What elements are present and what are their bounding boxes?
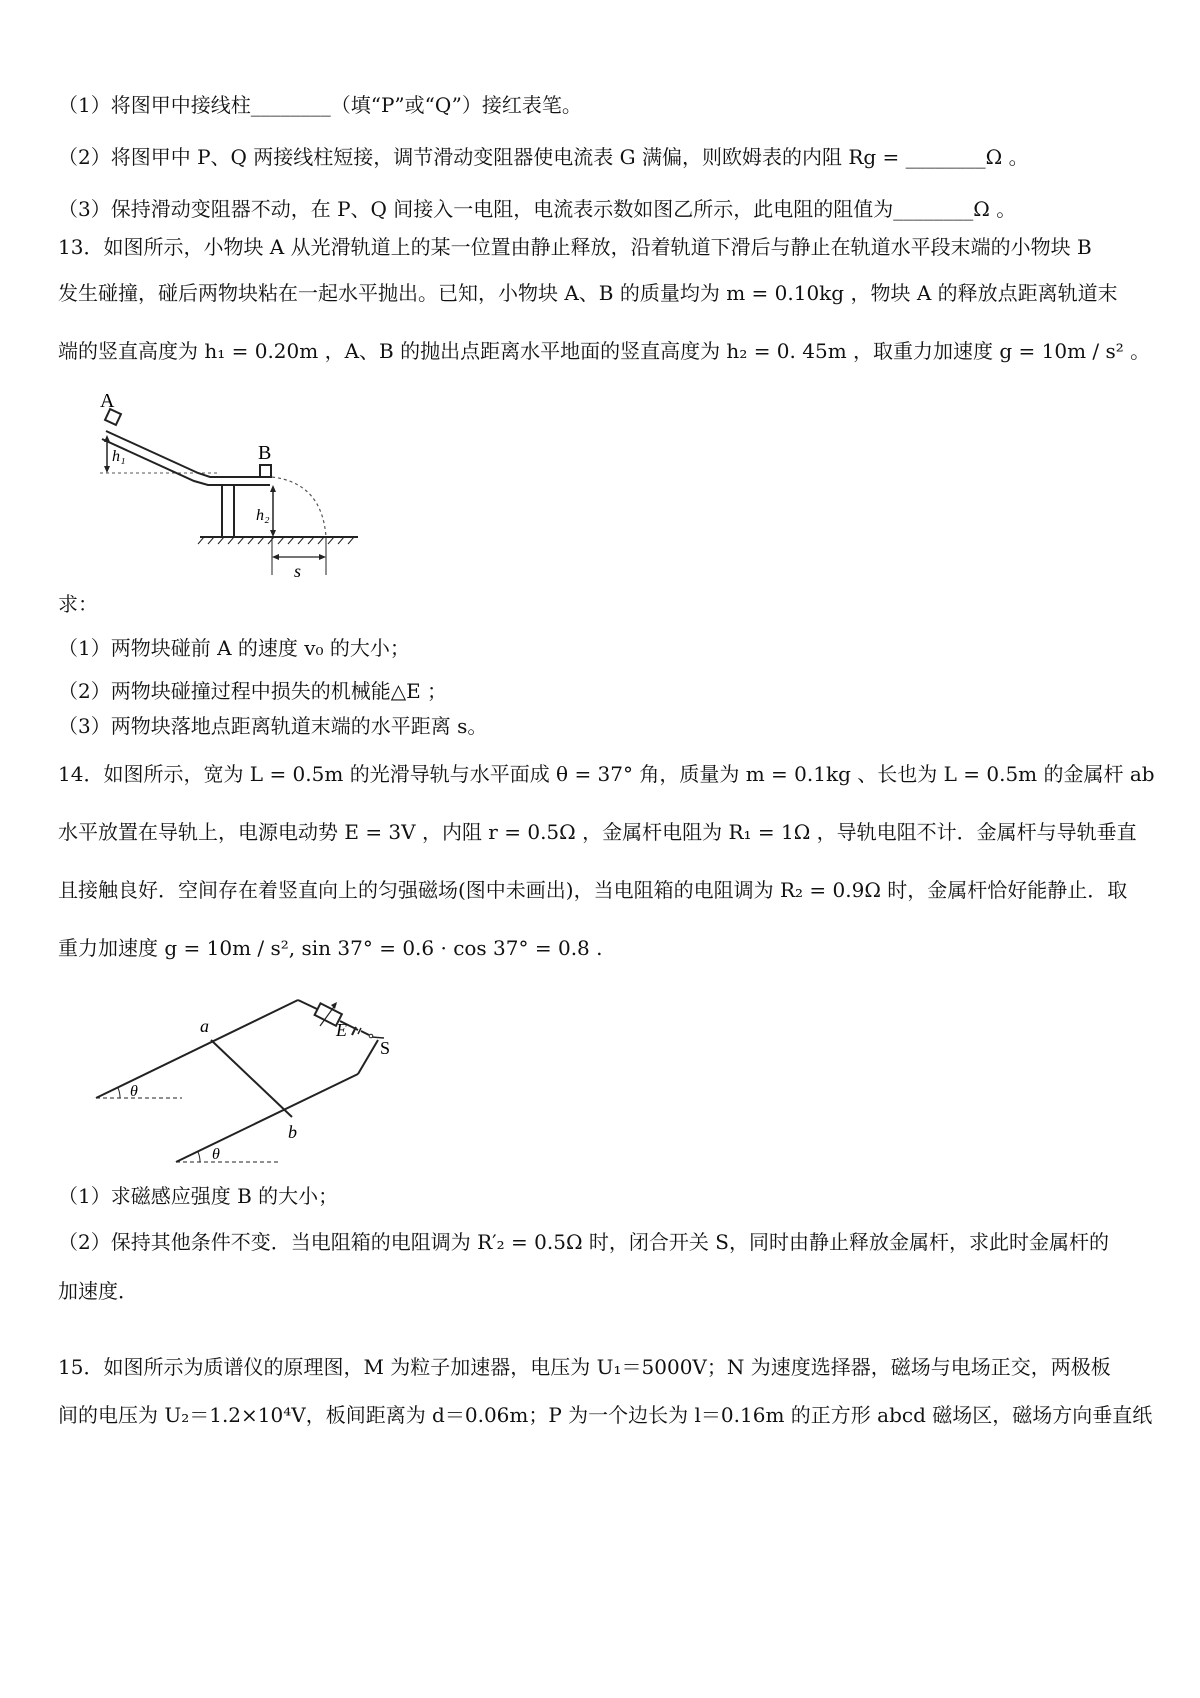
q15-stem-2: 间的电压为 U₂＝1.2×10⁴V，板间距离为 d＝0.06m；P 为一个边长为 l＝0.16m 的正方形 abcd 磁场区，磁场方向垂直纸 bbox=[58, 1403, 1153, 1427]
label-e: E bbox=[336, 1020, 347, 1040]
q13-stem-2: 发生碰撞，碰后两物块粘在一起水平抛出。已知，小物块 A、B 的质量均为 m = 0.10kg ，物块 A 的释放点距离轨道末 bbox=[58, 281, 1118, 305]
label-b: b bbox=[288, 1122, 297, 1142]
label-b: B bbox=[258, 442, 272, 464]
q14-sub-2: （2）保持其他条件不变．当电阻箱的电阻调为 R′₂ = 0.5Ω 时，闭合开关 S，同时由静止释放金属杆，求此时金属杆的 bbox=[58, 1230, 1109, 1254]
q12-line-2: （2）将图甲中 P、Q 两接线柱短接，调节滑动变阻器使电流表 G 满偏，则欧姆表的内阻 Rg = ________Ω 。 bbox=[58, 145, 1029, 169]
label-s: s bbox=[294, 561, 302, 581]
label-a: a bbox=[200, 1016, 209, 1036]
q14-sub-2-cont: 加速度． bbox=[58, 1279, 138, 1303]
q14-stem-2: 水平放置在导轨上，电源电动势 E = 3V ，内阻 r = 0.5Ω ，金属杆电阻为 R₁ = 1Ω ，导轨电阻不计．金属杆与导轨垂直 bbox=[58, 820, 1137, 844]
label-h1: h₁ bbox=[112, 448, 126, 465]
q13-sub-3: （3）两物块落地点距离轨道末端的水平距离 s。 bbox=[58, 714, 488, 738]
q14-sub-1: （1）求磁感应强度 B 的大小； bbox=[58, 1184, 339, 1208]
block-b bbox=[260, 465, 271, 477]
label-a: A bbox=[100, 390, 115, 412]
q13-stem-1: 13．如图所示，小物块 A 从光滑轨道上的某一位置由静止释放，沿着轨道下滑后与静止在轨道水平段末端的小物块 B bbox=[58, 235, 1092, 259]
q14-stem-1: 14．如图所示，宽为 L = 0.5m 的光滑导轨与水平面成 θ = 37° 角，质量为 m = 0.1kg 、长也为 L = 0.5m 的金属杆 ab bbox=[58, 762, 1155, 786]
q12-line-1: （1）将图甲中接线柱________（填“P”或“Q”）接红表笔。 bbox=[58, 93, 582, 117]
label-theta-1: θ bbox=[130, 1083, 138, 1100]
q13-track-figure bbox=[90, 385, 390, 585]
q12-line-3: （3）保持滑动变阻器不动，在 P、Q 间接入一电阻，电流表示数如图乙所示，此电阻的阻值为________Ω 。 bbox=[58, 197, 1017, 221]
q13-ask: 求： bbox=[58, 592, 98, 616]
q13-sub-1: （1）两物块碰前 A 的速度 v₀ 的大小； bbox=[58, 636, 410, 660]
label-switch: S bbox=[380, 1038, 390, 1058]
q15-stem-1: 15．如图所示为质谱仪的原理图，M 为粒子加速器，电压为 U₁＝5000V；N 为速度选择器，磁场与电场正交，两极板 bbox=[58, 1355, 1111, 1379]
q14-stem-3: 且接触良好．空间存在着竖直向上的匀强磁场(图中未画出)，当电阻箱的电阻调为 R₂ = 0.9Ω 时，金属杆恰好能静止．取 bbox=[58, 878, 1128, 902]
q13-stem-3: 端的竖直高度为 h₁ = 0.20m ，A、B 的抛出点距离水平地面的竖直高度为 h₂ = 0. 45m ，取重力加速度 g = 10m / s² 。 bbox=[58, 339, 1151, 363]
label-h2: h₂ bbox=[256, 507, 270, 524]
q14-rail-figure bbox=[90, 990, 390, 1170]
q14-stem-4: 重力加速度 g = 10m / s², sin 37° = 0.6 · cos 37° = 0.8 . bbox=[58, 936, 603, 960]
label-theta-2: θ bbox=[212, 1146, 220, 1163]
q13-sub-2: （2）两物块碰撞过程中损失的机械能△E ； bbox=[58, 679, 448, 703]
